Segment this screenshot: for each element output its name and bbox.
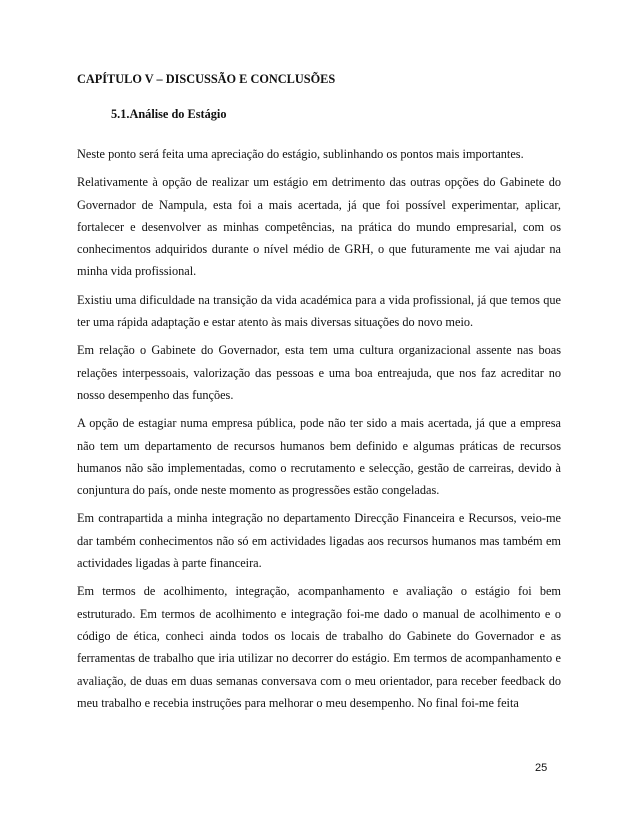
section-title: 5.1.Análise do Estágio [111,107,227,121]
paragraph-5: A opção de estagiar numa empresa pública, pode não ter sido a mais acertada, já que a empresa não tem um departamento de recursos humanos bem definido e algumas práticas de recursos humanos não são implementadas, como o recrutamento e selecção, gestão de carreiras, devido à conjuntura do país, onde neste momento as progressões estão congeladas. [77,416,561,498]
document-body [77,143,561,720]
paragraph-7: Em termos de acolhimento, integração, acompanhamento e avaliação o estágio foi bem estruturado. Em termos de acolhimento e integração foi-me dado o manual de acolhimento e o código de ética, conheci ainda todos os locais de trabalho do Gabinete do Governador e as ferramentas de trabalho que iria utilizar no decorrer do estágio. Em termos de acompanhamento e avaliação, de duas em duas semanas conversava com o meu orientador, para receber feedback do meu trabalho e recebia instruções para melhorar o meu desempenho. No final foi-me feita [77,584,561,710]
paragraph-6: Em contrapartida a minha integração no departamento Direcção Financeira e Recursos, veio-me dar também conhecimentos não só em actividades ligadas aos recursos humanos mas também em actividades ligadas à parte financeira. [77,511,561,571]
paragraph-3: Existiu uma dificuldade na transição da vida académica para a vida profissional, já que temos que ter uma rápida adaptação e estar atento às mais diversas situações do novo meio. [77,292,561,330]
page-number: 25 [535,762,548,774]
chapter-title: CAPÍTULO V – DISCUSSÃO E CONCLUSÕES [77,72,336,86]
paragraph-2: Relativamente à opção de realizar um estágio em detrimento das outras opções do Gabinete do Governador de Nampula, esta foi a mais acertada, já que foi possível experimentar, aplicar, fortalecer e desenvolver as minhas competências, na prática do mundo empresarial, com os conhecimentos adquiridos durante o nível médio de GRH, o que futuramente me vai ajudar na minha vida profissional. [77,175,561,279]
paragraph-4: Em relação o Gabinete do Governador, esta tem uma cultura organizacional assente nas boas relações interpessoais, valorização das pessoas e uma boa entreajuda, que nos faz acreditar no nosso desempenho das funções. [77,343,561,402]
paragraph-1: Neste ponto será feita uma apreciação do estágio, sublinhando os pontos mais importantes. [77,147,524,161]
